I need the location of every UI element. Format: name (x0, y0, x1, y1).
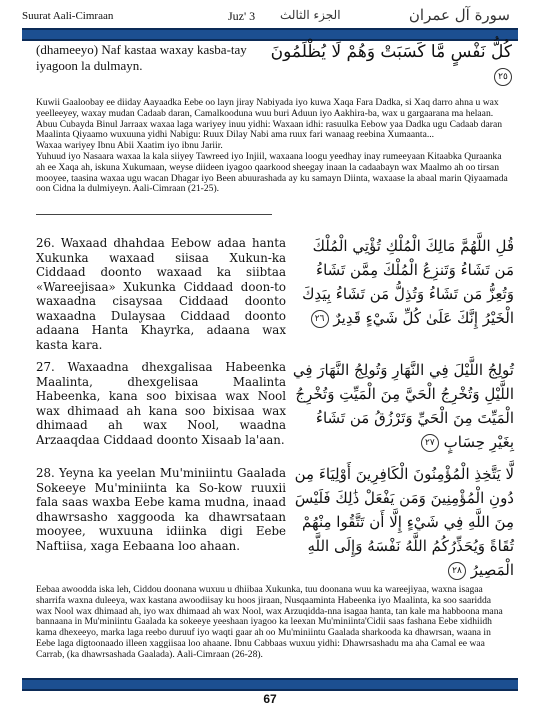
ayah-27-translation: 27. Waxaadna dhexgalisaa Habeenka Maalinta, dhexgelisaa Maalinta Habeenka, kana soo bixisaa wax Nool wax dhimaad ah kana soo bixisaa wax dhimaad ah wax Nool, waadna Arzaaqdaa Ciddaad doonto Xisaab la'aan. (36, 360, 286, 447)
ayah-25-translation: (dhameeyo) Naf kastaa waxay kasba-tay iyagoon la dulmayn. (36, 42, 247, 73)
ayah-26-arabic-text: قُلِ اللَّهُمَّ مَالِكَ الْمُلْكِ تُؤْتِي الْمُلْكَ مَن تَشَاءُ وَتَنزِعُ الْمُلْكَ مِمَّن تَشَاءُ وَتُعِزُّ مَن تَشَاءُ وَتُذِلُّ مَن تَشَاءُ بِيَدِكَ الْخَيْرُ إِنَّكَ عَلَىٰ كُلِّ شَيْءٍ قَدِيرٌ (302, 237, 514, 327)
juz-label: Juz' 3 (228, 9, 256, 23)
ayah-number-marker: ٢٧ (421, 434, 439, 452)
sura-name-arabic: سورة آل عمران (408, 6, 510, 24)
juz-label-arabic: الجزء الثالث (280, 8, 341, 22)
ayah-27-arabic-text: تُولِجُ اللَّيْلَ فِي النَّهَارِ وَتُولِجُ النَّهَارَ فِي اللَّيْلِ وَتُخْرِجُ الْحَيَّ مِنَ الْمَيِّتِ وَتُخْرِجُ الْمَيِّتَ مِنَ الْحَيِّ وَتَرْزُقُ مَن تَشَاءُ بِغَيْرِ حِسَابٍ (292, 361, 514, 451)
commentary-block (36, 98, 508, 195)
ayah-28-translation: 28. Yeyna ka yeelan Mu'miniintu Gaalada Sokeeye Mu'miniinta ka So-kow ruuxii fala saas waxba Eebe kama mudna, inaad dhawrsasho xaggooda ka dhawrsataan mooyee, wuxuuna idiinka digi Eebe Naftiisa, xaga Eebaana loo ahaan. (36, 466, 286, 553)
ayah-28-arabic (292, 462, 514, 582)
ayah-26-translation: 26. Waxaad dhahdaa Eebow adaa hanta Xukunka waxaad siisaa Xukun-ka Ciddaad doonto waxaad ka siibtaa «Wareejisaa» Xukunka Ciddaad doon-to waxaadna cisaysaa Ciddaad doonto waxaadna Dulaysaa Ciddaad doonto adaana Hanta Khayrka, adaana wax kasta kara. (36, 236, 286, 352)
ayah-number-marker: ٢٦ (311, 310, 329, 328)
ayah-26-arabic (292, 234, 514, 330)
page-number: 67 (263, 692, 277, 706)
ayah-27-arabic (292, 358, 514, 454)
ayah-25-arabic-text: كُلُّ نَفْسٍ مَّا كَسَبَتْ وَهُمْ لَا يُظْلَمُونَ (270, 42, 512, 62)
ayah-number-marker: ٢٨ (448, 562, 466, 580)
commentary-paragraph: Waxaa wariyey Ibnu Abii Xaatim iyo ibnu Jariir. (36, 140, 223, 152)
ayah-number-marker: ٢٥ (494, 68, 512, 86)
sura-name: Suurat Aali-Cimraan (22, 10, 114, 22)
commentary-block-2: Eebaa awoodda iska leh, Ciddou doonana wuxuu u dhiibaa Xukunka, tuu doonana wuu ka wareejiyaa, waxna isagaa sharrifa waxna duleeya, wax kastana awoodiisay ku hoos jiraan, Nusqaaminta Habeenka iyo Maalinta, ka soo saaridda wax Nool wax dhimaad ah, iyo wax dhimaad ah wax Nool, wax Arzuqidda-nna isagaa hanta, tan kale ma habboona mana bannaana in Mu'miniintu Gaalada ka sokeeye yeeshaan iyagoo ka leexan Mu'miniinta'Cidii saas fashana Eebe xidhiidh kama dhexeeyo, marka laga reebo duruuf iyo waqti gaar ah oo Mu'miniintu Gaalada sharkooda ka dhawrsan, waana in Eebe laga digtoonaado illeen xaggiisaa loo ahaane. Ibnu Cabbaas wuxuu yidhi: Dhawrsashadu ma aha Camal ee waa Carrab, (ka dhawrsashada Gaalada). Aali-Cimraan (26-28). (36, 584, 503, 660)
commentary-paragraph: Kuwii Gaaloobay ee diiday Aayaadka Eebe oo layn jiray Nabiyada iyo kuwa Xaqa Fara Dadka, si Xaq darro ahna u wax yeelleeyey, waxay mudan Cadaab daran, Camalkooduna wuu buri Aduun iyo Aakhira-ba, wax u gargaarana ma helaan. Abuu Cubayda Binul Jarraax waxaa laga wariyey inuu yidhi: Waxaan idhi: rasuulka Eebow yaa Dadka ugu Cadaab daran Maalinta Qiyaamo wuxuuna yidhi Nabigu: Ruux Dilay Nabi ama ruux fari wanaag reebina Xumaanta... (36, 97, 503, 141)
section-divider (36, 214, 272, 215)
commentary-paragraph: Yuhuud iyo Nasaara waxaa la kala siiyey Tawreed iyo Injiil, waxaana loogu yeedhay inay rumeeyaan Kitaabka Quraanka ah ee Xaqa ah, iskuna Xukumaan, weyse diideen iyagoo qaarkood sheegay inaan la cadaabayn wax Maalmo ah oo tirsan mooyee, taasina waxaa ugu wacan Dhagar iyo Been abuurashada ay ku samayn Diinta, waxaase la abaal marin Qiyaamada oon Cidna la dulmiyeyn. Aali-Cimraan (21-25). (36, 150, 508, 195)
page-header (22, 6, 518, 28)
ayah-25-arabic (250, 40, 512, 88)
ayah-28-arabic-text: لَّا يَتَّخِذِ الْمُؤْمِنُونَ الْكَافِرِينَ أَوْلِيَاءَ مِن دُونِ الْمُؤْمِنِينَ وَمَن يَفْعَلْ ذَٰلِكَ فَلَيْسَ مِنَ اللَّهِ فِي شَيْءٍ إِلَّا أَن تَتَّقُوا مِنْهُمْ تُقَاةً وَيُحَذِّرُكُمُ اللَّهُ نَفْسَهُ وَإِلَى اللَّهِ الْمَصِيرُ (294, 465, 514, 579)
footer-divider-bar (22, 678, 518, 691)
